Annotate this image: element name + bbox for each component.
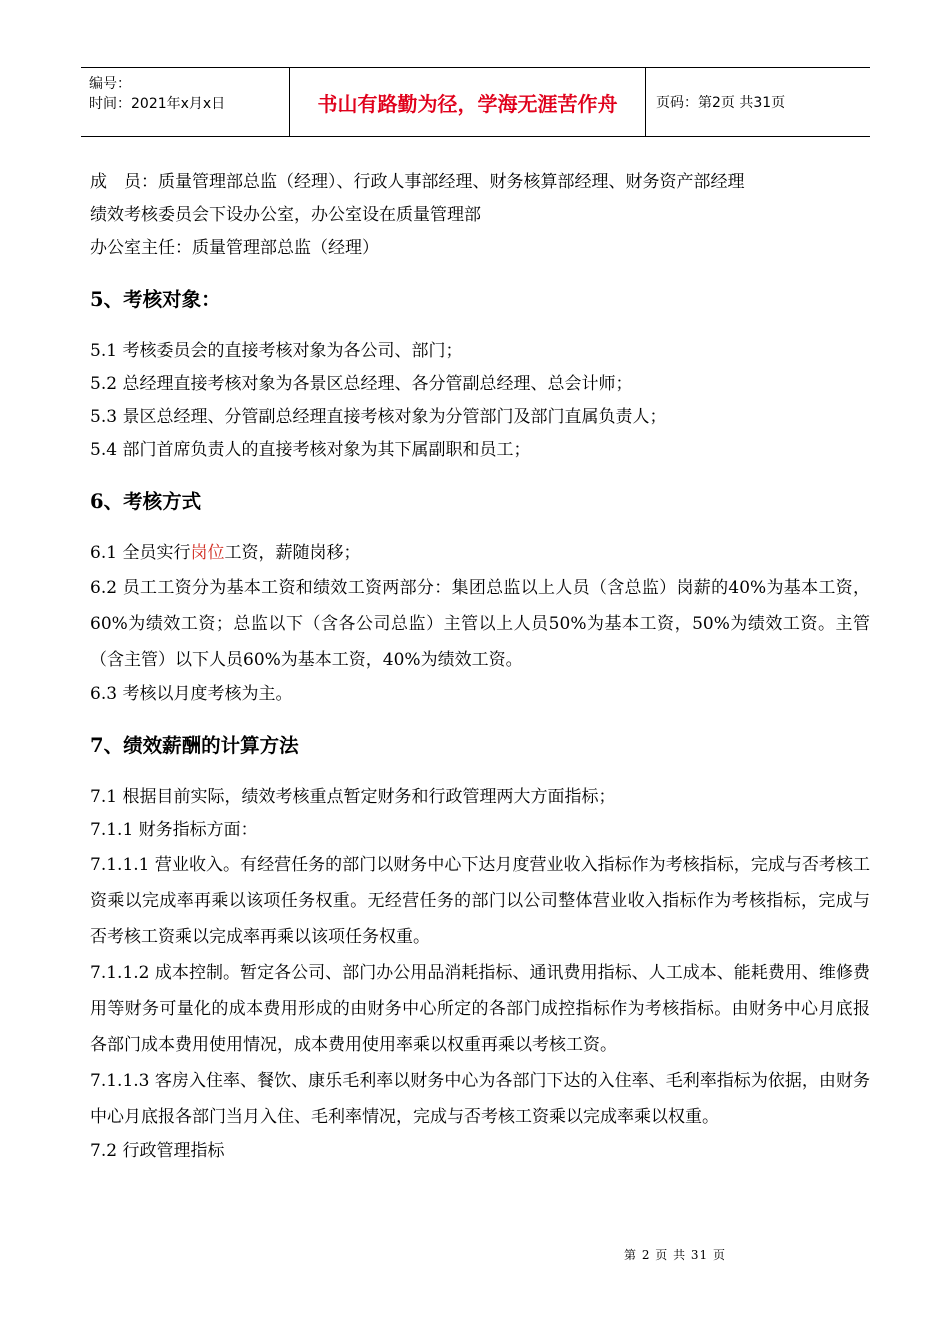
para-6-1-highlight: 岗位 (190, 543, 225, 563)
para-5-1: 5.1 考核委员会的直接考核对象为各公司、部门； (90, 341, 463, 361)
section-6-heading: 6、考核方式 (90, 490, 202, 513)
header-number: 编号： (89, 76, 131, 92)
para-7-1: 7.1 根据目前实际，绩效考核重点暂定财务和行政管理两大方面指标； (90, 787, 616, 807)
para-7-1-1: 7.1.1 财务指标方面： (90, 820, 258, 840)
header-time: 时间：2021年x月x日 (89, 96, 226, 112)
para-6-1-pre: 6.1 全员实行 (90, 543, 191, 563)
para-7-1-1-1: 7.1.1.1 营业收入。有经营任务的部门以财务中心下达月度营业收入指标作为考核指标，完成与否考核工资乘以完成率再乘以该项任务权重。无经营任务的部门以公司整体营业收入指标作为考核指标，完成与否考核工资乘以完成率再乘以该项任务权重。 (90, 855, 870, 947)
header-meta (81, 68, 290, 136)
document-body (90, 166, 870, 1168)
header-motto: 书山有路勤为径，学海无涯苦作舟 (290, 68, 646, 136)
para-5-3: 5.3 景区总经理、分管副总经理直接考核对象为分管部门及部门直属负责人； (90, 407, 667, 427)
footer-page-number: 第 2 页 共 31 页 (624, 1248, 726, 1262)
office-line: 绩效考核委员会下设办公室，办公室设在质量管理部 (90, 205, 481, 225)
para-7-2: 7.2 行政管理指标 (90, 1141, 225, 1161)
office-director-line: 办公室主任：质量管理部总监（经理） (90, 238, 379, 258)
para-5-2: 5.2 总经理直接考核对象为各景区总经理、各分管副总经理、总会计师； (90, 374, 633, 394)
section-7-heading: 7、绩效薪酬的计算方法 (90, 734, 299, 757)
para-6-1 (90, 537, 870, 570)
page-footer (0, 1246, 950, 1263)
para-5-4: 5.4 部门首席负责人的直接考核对象为其下属副职和员工； (90, 440, 531, 460)
para-6-2: 6.2 员工工资分为基本工资和绩效工资两部分：集团总监以上人员（含总监）岗薪的40%为基本工资，60%为绩效工资；总监以下（含各公司总监）主管以上人员50%为基本工资，50%为绩效工资。主管（含主管）以下人员60%为基本工资，40%为绩效工资。 (90, 578, 870, 670)
para-7-1-1-3: 7.1.1.3 客房入住率、餐饮、康乐毛利率以财务中心为各部门下达的入住率、毛利率指标为依据，由财务中心月底报各部门当月入住、毛利率情况，完成与否考核工资乘以完成率乘以权重。 (90, 1071, 870, 1127)
para-7-1-1-2: 7.1.1.2 成本控制。暂定各公司、部门办公用品消耗指标、通讯费用指标、人工成本、能耗费用、维修费用等财务可量化的成本费用形成的由财务中心所定的各部门成控指标作为考核指标。由财务中心月底报各部门成本费用使用情况，成本费用使用率乘以权重再乘以考核工资。 (90, 963, 870, 1055)
section-5-heading: 5、考核对象： (90, 288, 221, 311)
page-header (81, 67, 870, 137)
para-6-1-post: 工资，薪随岗移； (224, 543, 361, 563)
para-6-3: 6.3 考核以月度考核为主。 (90, 684, 293, 704)
header-page-info: 页码：第2页 共31页 (656, 95, 786, 111)
members-line: 成 员：质量管理部总监（经理）、行政人事部经理、财务核算部经理、财务资产部经理 (90, 172, 745, 192)
